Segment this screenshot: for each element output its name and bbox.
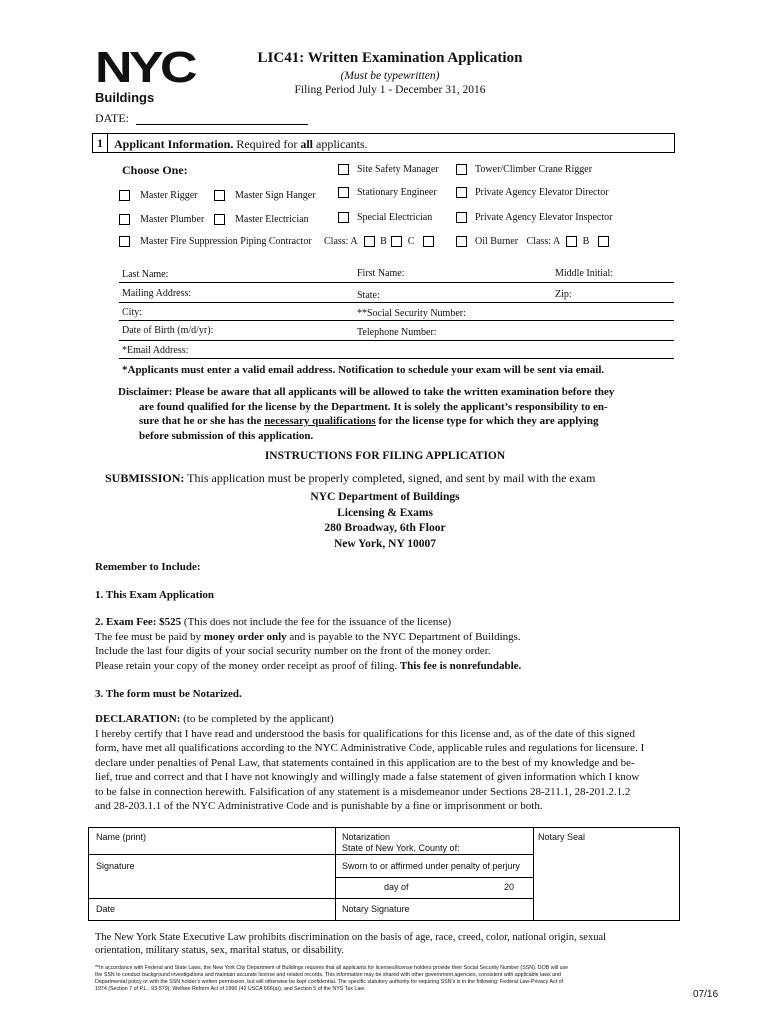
option-master-electrician[interactable]: Master Electrician: [214, 214, 309, 225]
notary-seal-field[interactable]: Notary Seal: [538, 832, 586, 842]
choose-one-label: Choose One:: [122, 163, 188, 177]
checkbox[interactable]: [456, 164, 467, 175]
option-special-electrician[interactable]: Special Electrician: [338, 212, 432, 223]
telephone-label: Telephone Number:: [357, 327, 437, 338]
option-site-safety-manager[interactable]: Site Safety Manager: [338, 164, 439, 175]
signature-field[interactable]: Signature: [96, 861, 135, 871]
day-of-field[interactable]: day of: [384, 882, 409, 892]
last-name-label: Last Name:: [122, 269, 169, 280]
option-master-fire-suppression[interactable]: Master Fire Suppression Piping Contractor: [119, 236, 312, 247]
page-title: LIC41: Written Examination Application: [257, 50, 523, 66]
option-tower-crane-rigger[interactable]: Tower/Climber Crane Rigger: [456, 164, 592, 175]
oil-class-a-checkbox[interactable]: [566, 236, 577, 247]
section-title-rest: Required for: [236, 137, 298, 151]
page-subtitle: (Must be typewritten): [340, 70, 440, 82]
ssn-label: **Social Security Number:: [357, 308, 466, 319]
option-private-elevator-inspector[interactable]: Private Agency Elevator Inspector: [456, 212, 612, 223]
executive-law-notice: The New York State Executive Law prohibits discrimination on the basis of age, race, creed, color, national origin, sexual orientation, military status, sex, marital status, or disability.: [95, 932, 607, 956]
section-number: 1: [93, 134, 108, 152]
notarization-field: Notarization State of New York, County of:: [342, 832, 460, 853]
zip-label: Zip:: [555, 289, 572, 300]
checkbox[interactable]: [119, 190, 130, 201]
class-c-checkbox[interactable]: [423, 236, 434, 247]
filing-period: Filing Period July 1 - December 31, 2016: [294, 84, 486, 96]
mailing-address-label: Mailing Address:: [122, 288, 192, 299]
middle-initial-label: Middle Initial:: [555, 268, 614, 279]
section-title: Applicant Information.: [114, 137, 234, 151]
checkbox[interactable]: [119, 214, 130, 225]
checkbox[interactable]: [456, 187, 467, 198]
nyc-buildings-logo: [95, 43, 205, 106]
email-label: *Email Address:: [122, 345, 189, 356]
year-field[interactable]: 20: [504, 882, 515, 892]
section-title-all: all: [300, 137, 313, 151]
logo-mark: NYC: [95, 43, 195, 92]
remember-heading: Remember to Include:: [95, 561, 201, 573]
disclaimer: Disclaimer: Please be aware that all applicants will be allowed to take the written examination before they are found qualified for the license by the Department. It is solely the applicant’s responsibility to en- sure that he or she has the necessary qualifications for the license type for which they are applying before submission of this application.: [118, 386, 615, 442]
class-b-checkbox[interactable]: [391, 236, 402, 247]
item-3: 3. The form must be Notarized.: [95, 688, 242, 700]
email-notice: *Applicants must enter a valid email address. Notification to schedule your exam will be sent via email.: [122, 364, 605, 376]
declaration: DECLARATION: (to be completed by the applicant) I hereby certify that I have read and understood the basis for qualifications for this license and, as of the date of this signed form, have met all qualifications according to the NYC Administrative Code, applicable rules and regulations for licensure. I declare under penalties of Penal Law, that statements contained in this application are to the best of my knowledge and be- lief, true and correct and that I have not knowingly and willingly made a false statement of given information which I know to be false in connection herewith. Falsification of any statement is a misdemeanor under Sections 28-211.1, 28-201.2.1.2 and 28-203.1.1 of the NYC Administrative Code and is punishable by a fine or imprisonment or both.: [95, 713, 645, 812]
checkbox[interactable]: [338, 212, 349, 223]
checkbox[interactable]: [456, 236, 467, 247]
form-version: 07/16: [693, 989, 719, 1000]
email-line[interactable]: [119, 358, 674, 359]
oil-class-b-checkbox[interactable]: [598, 236, 609, 247]
name-line[interactable]: [119, 282, 674, 283]
checkbox[interactable]: [338, 187, 349, 198]
first-name-label: First Name:: [357, 268, 405, 279]
date-field[interactable]: Date: [96, 904, 116, 914]
option-private-elevator-director[interactable]: Private Agency Elevator Director: [456, 187, 609, 198]
option-master-plumber[interactable]: Master Plumber: [119, 214, 204, 225]
checkbox[interactable]: [214, 190, 225, 201]
item-1: 1. This Exam Application: [95, 589, 214, 601]
city-label: City:: [122, 307, 143, 318]
option-master-rigger[interactable]: Master Rigger: [119, 190, 198, 201]
option-stationary-engineer[interactable]: Stationary Engineer: [338, 187, 437, 198]
fire-suppression-class: Class: A B C: [324, 236, 434, 247]
checkbox[interactable]: [214, 214, 225, 225]
ssn-footnote: **In accordance with Federal and State Laws, the New York City Department of Buildings requires that all applicants for licenses/license holders provide their Social Security Number (SSN). DOB will use the SSN to conduct background investigations and maintain accurate license and related records. This information may be shared with other government agencies, consistent with applicable laws and Departmental policy or with the SSN holder’s written permission, but will otherwise be kept confidential. The specific statutory authority for requiring SSN’s is in the following: Federal Law-Privacy Act of 1974 (Section 7 of P.L., 93-579); Welfare Reform Act of 1996 (42 USCA 666(a)), and Section 5 of the NYS Tax Law.: [95, 965, 569, 992]
dob-line[interactable]: [119, 340, 674, 341]
address-line[interactable]: [119, 302, 674, 303]
checkbox[interactable]: [338, 164, 349, 175]
notary-signature-field[interactable]: Notary Signature: [342, 904, 410, 914]
instructions-heading: INSTRUCTIONS FOR FILING APPLICATION: [264, 450, 506, 462]
checkbox[interactable]: [119, 236, 130, 247]
submission: SUBMISSION: This application must be properly completed, signed, and sent by mail with the exam: [105, 471, 596, 485]
class-a-checkbox[interactable]: [364, 236, 375, 247]
logo-subtitle: Buildings: [95, 90, 155, 105]
section-1-header: [92, 133, 675, 153]
state-label: State:: [357, 290, 380, 301]
dob-label: Date of Birth (m/d/yr):: [122, 325, 214, 336]
city-line[interactable]: [119, 320, 674, 321]
date-label: DATE:: [95, 111, 129, 125]
mailing-address-block: NYC Department of Buildings Licensing & Exams 280 Broadway, 6th Floor New York, NY 10007: [310, 491, 460, 550]
option-oil-burner[interactable]: Oil Burner Class: A B: [456, 236, 609, 247]
signature-table: [88, 827, 680, 921]
option-master-sign-hanger[interactable]: Master Sign Hanger: [214, 190, 316, 201]
checkbox[interactable]: [456, 212, 467, 223]
sworn-statement: Sworn to or affirmed under penalty of perjury: [342, 861, 520, 871]
name-print-field[interactable]: Name (print): [96, 832, 147, 842]
section-title-end: applicants.: [316, 137, 368, 151]
item-2: 2. Exam Fee: $525 (This does not include the fee for the issuance of the license) The fee must be paid by money order only and is payable to the NYC Department of Buildings. Include the last four digits of your social security number on the front of the money order. Please retain your copy of the money order receipt as proof of filing. This fee is nonrefundable.: [95, 616, 522, 672]
date-line[interactable]: [136, 124, 308, 125]
